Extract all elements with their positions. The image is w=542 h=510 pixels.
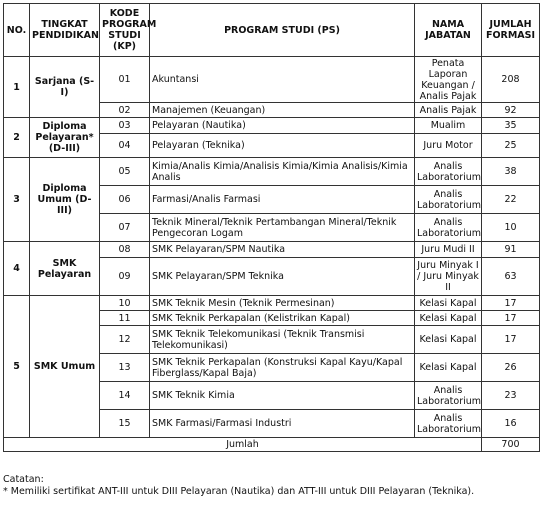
row-level: Diploma Pelayaran* (D-III) [30,118,100,158]
row-kode: 01 [100,57,150,103]
row-program: SMK Farmasi/Farmasi Industri [150,410,415,438]
row-kode: 06 [100,186,150,214]
row-jabatan: Kelasi Kapal [415,296,482,311]
row-program: SMK Teknik Telekomunikasi (Teknik Transmisi Telekomunikasi) [150,326,415,354]
total-row [4,438,540,452]
row-jabatan: Kelasi Kapal [415,354,482,382]
table-row [4,242,540,258]
row-jabatan: Mualim [415,118,482,134]
row-program: SMK Pelayaran/SPM Nautika [150,242,415,258]
table-row [4,57,540,103]
row-jabatan: Analis Pajak [415,103,482,118]
header-program: PROGRAM STUDI (PS) [150,4,415,57]
row-kode: 02 [100,103,150,118]
row-kode: 05 [100,158,150,186]
header-kode: KODE PROGRAM STUDI (KP) [100,4,150,57]
row-jabatan: Juru Minyak I / Juru Minyak II [415,258,482,296]
row-program: Teknik Mineral/Teknik Pertambangan Mineral/Teknik Pengecoran Logam [150,214,415,242]
row-program: Pelayaran (Nautika) [150,118,415,134]
row-jumlah: 23 [482,382,540,410]
row-program: Pelayaran (Teknika) [150,134,415,158]
row-jabatan: Analis Laboratorium [415,410,482,438]
row-jumlah: 91 [482,242,540,258]
row-no: 4 [4,242,30,296]
notes [3,474,474,498]
row-program: Farmasi/Analis Farmasi [150,186,415,214]
row-jumlah: 92 [482,103,540,118]
row-jabatan: Juru Motor [415,134,482,158]
table-row [4,158,540,186]
row-no: 2 [4,118,30,158]
row-jumlah: 17 [482,326,540,354]
row-no: 1 [4,57,30,118]
formasi-table [3,3,540,452]
row-jabatan: Kelasi Kapal [415,326,482,354]
row-program: SMK Teknik Perkapalan (Konstruksi Kapal Kayu/Kapal Fiberglass/Kapal Baja) [150,354,415,382]
row-jumlah: 22 [482,186,540,214]
row-jumlah: 38 [482,158,540,186]
row-jabatan: Analis Laboratorium [415,186,482,214]
notes-text: * Memiliki sertifikat ANT-III untuk DIII Pelayaran (Nautika) dan ATT-III untuk DIII Pelayaran (Teknika). [3,486,475,497]
row-jumlah: 16 [482,410,540,438]
row-level: SMK Pelayaran [30,242,100,296]
row-jumlah: 17 [482,311,540,326]
row-jabatan: Kelasi Kapal [415,311,482,326]
row-level: Sarjana (S-I) [30,57,100,118]
row-kode: 11 [100,311,150,326]
row-program: SMK Pelayaran/SPM Teknika [150,258,415,296]
table-row [4,118,540,134]
row-level: Diploma Umum (D-III) [30,158,100,242]
row-jabatan: Analis Laboratorium [415,214,482,242]
row-jumlah: 25 [482,134,540,158]
row-kode: 07 [100,214,150,242]
row-no: 5 [4,296,30,438]
table-row [4,296,540,311]
row-jabatan: Juru Mudi II [415,242,482,258]
total-value: 700 [482,438,540,452]
row-program: SMK Teknik Mesin (Teknik Permesinan) [150,296,415,311]
row-kode: 08 [100,242,150,258]
row-jabatan: Penata Laporan Keuangan / Analis Pajak [415,57,482,103]
header-no: NO. [4,4,30,57]
row-kode: 12 [100,326,150,354]
total-label: Jumlah [4,438,482,452]
header-row [4,4,540,57]
row-program: Kimia/Analis Kimia/Analisis Kimia/Kimia Analisis/Kimia Analis [150,158,415,186]
row-kode: 14 [100,382,150,410]
row-kode: 04 [100,134,150,158]
row-program: SMK Teknik Perkapalan (Kelistrikan Kapal) [150,311,415,326]
row-jumlah: 10 [482,214,540,242]
row-program: Akuntansi [150,57,415,103]
notes-title: Catatan: [3,474,44,485]
row-jumlah: 17 [482,296,540,311]
row-jumlah: 35 [482,118,540,134]
row-kode: 13 [100,354,150,382]
row-kode: 03 [100,118,150,134]
row-kode: 15 [100,410,150,438]
header-tingkat: TINGKAT PENDIDIKAN [30,4,100,57]
row-jumlah: 208 [482,57,540,103]
row-no: 3 [4,158,30,242]
row-level: SMK Umum [30,296,100,438]
row-jabatan: Analis Laboratorium [415,158,482,186]
row-kode: 09 [100,258,150,296]
header-jabatan: NAMA JABATAN [415,4,482,57]
row-kode: 10 [100,296,150,311]
row-jumlah: 26 [482,354,540,382]
row-program: Manajemen (Keuangan) [150,103,415,118]
row-program: SMK Teknik Kimia [150,382,415,410]
header-jumlah: JUMLAH FORMASI [482,4,540,57]
row-jumlah: 63 [482,258,540,296]
row-jabatan: Analis Laboratorium [415,382,482,410]
